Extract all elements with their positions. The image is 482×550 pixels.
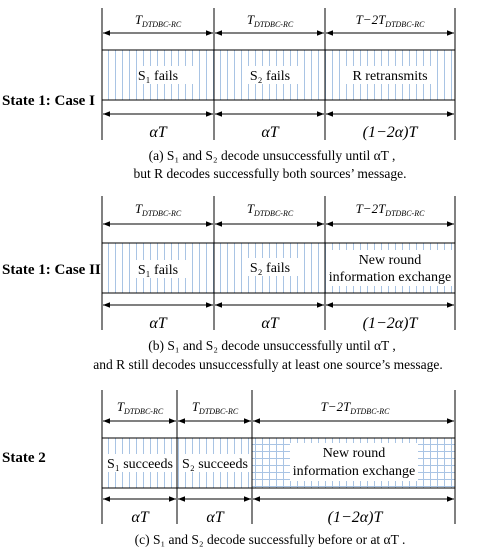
duration-label: $T_{DTDBC-RC}$: [116, 399, 164, 416]
panel-state-1-case-1: [2, 8, 455, 181]
duration-label: $T_{DTDBC-RC}$: [246, 12, 294, 29]
param-label: αT: [261, 315, 279, 332]
param-label: αT: [131, 509, 149, 526]
param-label: (1−2α)T: [362, 124, 418, 141]
panel-state-2: [2, 390, 455, 547]
segment-label: New round: [322, 446, 386, 461]
caption-line: (a) S₁ and S₂ decode unsuccessfully until αT ,: [148, 148, 396, 163]
param-label: αT: [206, 509, 224, 526]
segment-label: information exchange: [328, 270, 452, 285]
segment-label: S₂ succeeds: [182, 457, 248, 472]
duration-label: $T_{DTDBC-RC}$: [134, 12, 182, 29]
caption-line: and R still decodes unsuccessfully at least one source’s message.: [93, 357, 443, 372]
duration-label: $T-2T_{DTDBC-RC}$: [320, 399, 390, 416]
segment-label: New round: [358, 253, 422, 268]
param-label: (1−2α)T: [327, 509, 383, 526]
segment-label: S₁ fails: [137, 263, 179, 278]
caption-line: (b) S₁ and S₂ decode unsuccessfully until αT ,: [148, 338, 396, 353]
state-label: State 1: Case I: [2, 93, 95, 109]
duration-label: $T_{DTDBC-RC}$: [246, 201, 294, 218]
segment-label: S₂ fails: [249, 69, 291, 84]
segment-label: S₁ fails: [137, 69, 179, 84]
duration-label: $T_{DTDBC-RC}$: [134, 201, 182, 218]
duration-label: $T-2T_{DTDBC-RC}$: [355, 201, 425, 218]
param-label: αT: [261, 124, 279, 141]
state-label: State 2: [2, 450, 46, 466]
param-label: (1−2α)T: [362, 315, 418, 332]
panel-state-1-case-2: [2, 196, 455, 372]
state-label: State 1: Case II: [2, 262, 101, 278]
caption-line: but R decodes successfully both sources’ message.: [133, 166, 407, 181]
param-label: αT: [149, 315, 167, 332]
param-label: αT: [149, 124, 167, 141]
caption-line: (c) S₁ and S₂ decode successfully before or at αT .: [134, 532, 406, 547]
segment-label: S₂ fails: [249, 261, 291, 276]
segment-label: S₁ succeeds: [107, 457, 173, 472]
segment-label: information exchange: [292, 464, 416, 479]
segment-label: R retransmits: [352, 69, 428, 84]
duration-label: $T-2T_{DTDBC-RC}$: [355, 12, 425, 29]
duration-label: $T_{DTDBC-RC}$: [191, 399, 239, 416]
